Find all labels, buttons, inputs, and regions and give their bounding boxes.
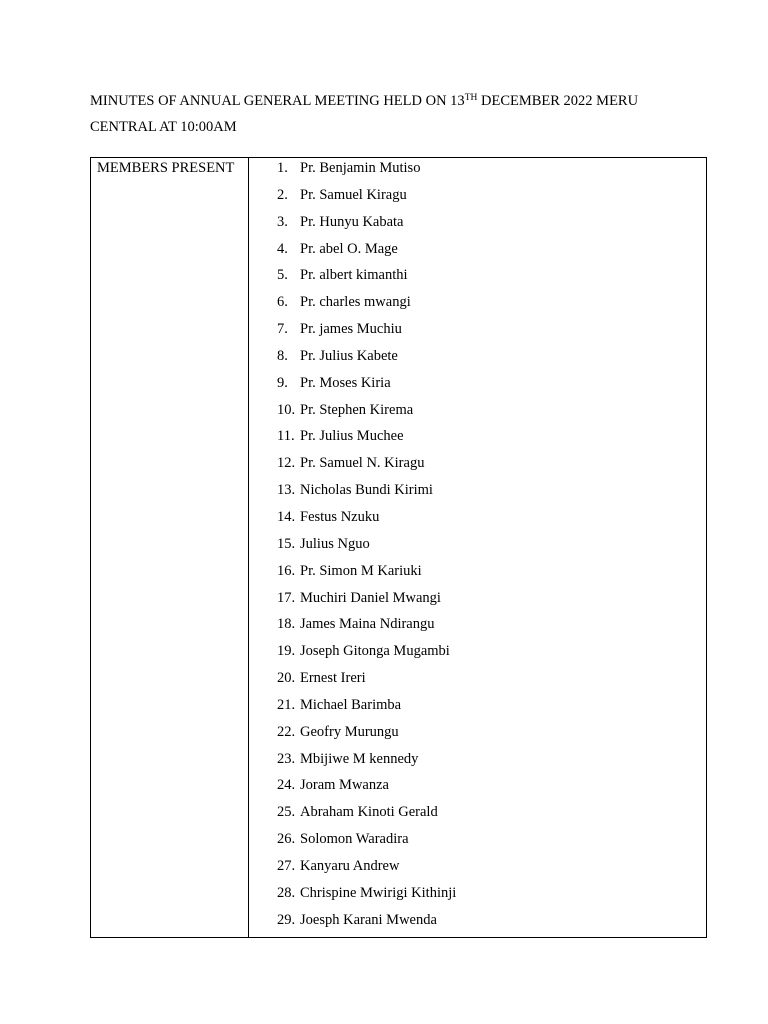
member-name: Pr. Julius Kabete [300,347,398,364]
list-item [249,481,706,508]
member-name: Mbijiwe M kennedy [300,750,419,767]
members-list-cell [249,158,707,938]
member-name: Pr. Benjamin Mutiso [300,160,421,176]
member-name: Geofry Murungu [300,723,399,740]
list-item [249,884,706,911]
member-name: Kanyaru Andrew [300,857,400,874]
list-item [249,696,706,723]
member-number: 11. [277,428,295,445]
member-name: Pr. james Muchiu [300,321,402,338]
member-number: 6. [277,294,288,311]
member-number: 1. [277,160,288,176]
member-number: 12. [277,455,296,472]
page-title [90,88,690,140]
list-item [249,589,706,616]
member-number: 19. [277,643,296,660]
member-number: 21. [277,696,296,713]
member-number: 29. [277,911,296,928]
member-name: Pr. abel O. Mage [300,240,398,257]
list-item [249,776,706,803]
list-item [249,347,706,374]
member-name: Pr. Stephen Kirema [300,401,414,418]
list-item [249,911,706,938]
list-item [249,723,706,750]
member-name: Pr. Hunyu Kabata [300,213,404,230]
list-item [249,857,706,884]
member-name: Pr. Samuel Kiragu [300,186,407,203]
list-item [249,669,706,696]
list-item [249,642,706,669]
list-item [249,562,706,589]
title-superscript: TH [464,93,478,103]
title-text-rest: DECEMBER 2022 MERU CENTRAL AT 10:00AM [90,93,639,135]
member-number: 22. [277,723,296,740]
member-number: 7. [277,321,288,338]
title-text: MINUTES OF ANNUAL GENERAL MEETING HELD ON 13 [90,93,465,109]
list-item [249,803,706,830]
member-name: Chrispine Mwirigi Kithinji [300,884,457,901]
list-item [249,374,706,401]
members-label-cell [91,158,249,938]
member-number: 2. [277,186,288,203]
member-number: 28. [277,884,296,901]
member-name: Pr. Julius Muchee [300,428,404,445]
member-name: Solomon Waradira [300,831,409,848]
member-number: 14. [277,508,296,525]
member-number: 27. [277,857,296,874]
member-name: Muchiri Daniel Mwangi [300,589,441,606]
member-name: Abraham Kinoti Gerald [300,804,438,821]
members-list [249,159,706,937]
list-item [249,320,706,347]
member-name: Pr. Moses Kiria [300,374,391,391]
member-name: Joesph Karani Mwenda [300,911,437,928]
list-item [249,427,706,454]
member-number: 3. [277,213,288,230]
member-number: 25. [277,804,296,821]
member-number: 18. [277,616,296,633]
list-item [249,159,706,186]
member-number: 10. [277,401,296,418]
list-item [249,401,706,428]
member-name: Nicholas Bundi Kirimi [300,482,433,499]
list-item [249,186,706,213]
list-item [249,266,706,293]
list-item [249,750,706,777]
list-item [249,213,706,240]
member-number: 24. [277,777,296,794]
member-name: Pr. Simon M Kariuki [300,562,422,579]
members-present-label: MEMBERS PRESENT [97,160,235,176]
member-number: 17. [277,589,296,606]
list-item [249,293,706,320]
member-number: 9. [277,374,288,391]
member-number: 8. [277,347,288,364]
member-number: 20. [277,670,296,687]
list-item [249,830,706,857]
members-table [90,157,707,938]
member-name: Pr. albert kimanthi [300,267,408,284]
list-item [249,615,706,642]
member-name: Joseph Gitonga Mugambi [300,643,450,660]
member-number: 23. [277,750,296,767]
list-item [249,454,706,481]
list-item [249,240,706,267]
list-item [249,508,706,535]
member-number: 26. [277,831,296,848]
member-number: 16. [277,562,296,579]
member-number: 5. [277,267,288,284]
member-name: Michael Barimba [300,696,402,713]
member-name: Ernest Ireri [300,670,366,687]
member-number: 4. [277,240,288,257]
member-name: Julius Nguo [300,535,370,552]
member-name: Pr. charles mwangi [300,294,411,311]
member-name: Pr. Samuel N. Kiragu [300,455,425,472]
member-name: James Maina Ndirangu [300,616,435,633]
member-number: 13. [277,482,296,499]
member-name: Joram Mwanza [300,777,389,794]
member-name: Festus Nzuku [300,508,380,525]
members-row [91,158,707,938]
list-item [249,535,706,562]
member-number: 15. [277,535,296,552]
